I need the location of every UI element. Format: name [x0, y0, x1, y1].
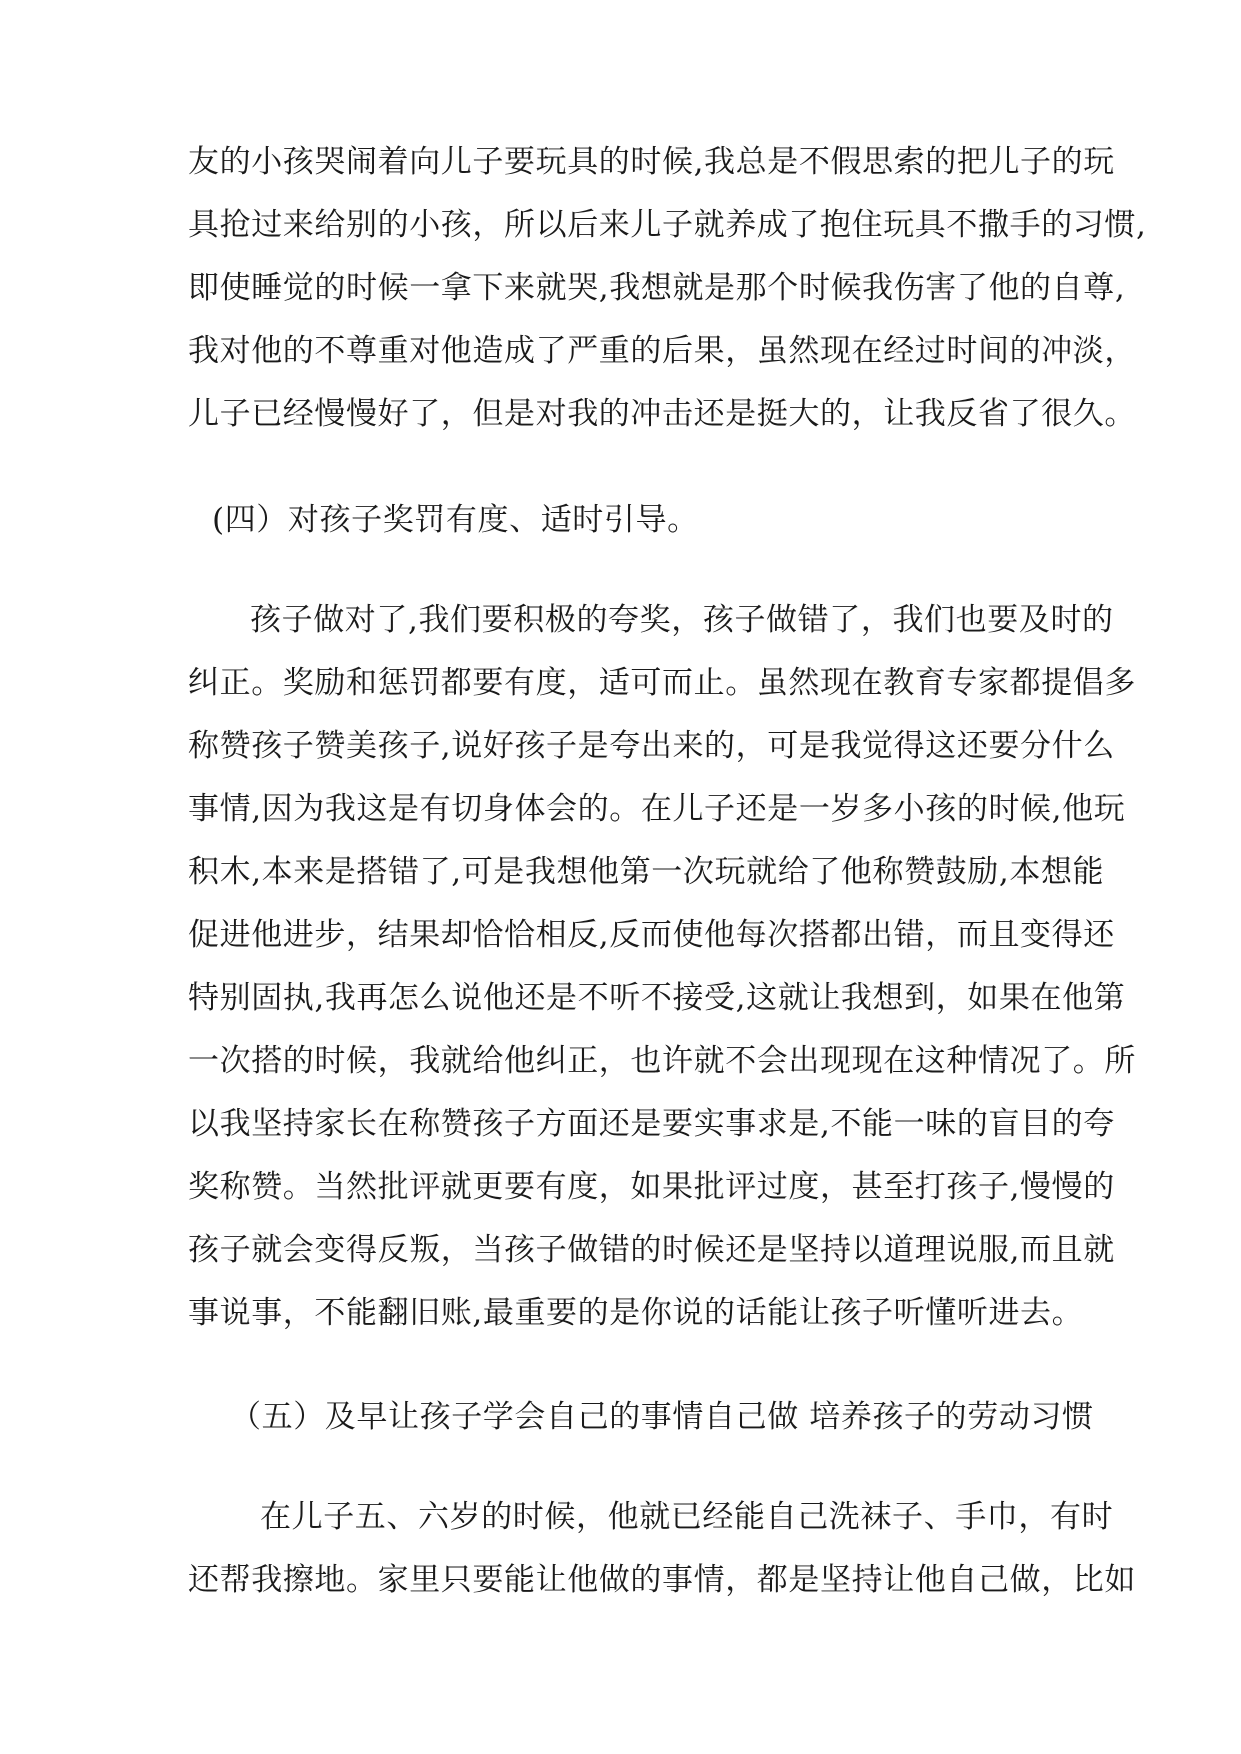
paragraph-line: 积木,本来是搭错了,可是我想他第一次玩就给了他称赞鼓励,本想能: [188, 854, 1105, 890]
paragraph-line: 孩子就会变得反叛，当孩子做错的时候还是坚持以道理说服,而且就: [188, 1232, 1115, 1268]
paragraph-line: 儿子已经慢慢好了，但是对我的冲击还是挺大的，让我反省了很久。: [188, 396, 1136, 432]
paragraph-line: 还帮我擦地。家里只要能让他做的事情，都是坚持让他自己做，比如: [188, 1562, 1136, 1598]
paragraph-line: 友的小孩哭闹着向儿子要玩具的时候,我总是不假思索的把儿子的玩: [188, 144, 1115, 180]
paragraph-line: 奖称赞。当然批评就更要有度，如果批评过度，甚至打孩子,慢慢的: [188, 1169, 1115, 1205]
paragraph-line: 以我坚持家长在称赞孩子方面还是要实事求是,不能一味的盲目的夸: [188, 1106, 1115, 1142]
paragraph-line: 一次搭的时候，我就给他纠正，也许就不会出现现在这种情况了。所: [188, 1043, 1136, 1079]
section-heading-4: (四）对孩子奖罚有度、适时引导。: [212, 502, 699, 538]
paragraph-line: 称赞孩子赞美孩子,说好孩子是夸出来的，可是我觉得这还要分什么: [188, 728, 1115, 764]
paragraph-line: 促进他进步，结果却恰恰相反,反而使他每次搭都出错，而且变得还: [188, 917, 1115, 953]
paragraph-line: 事情,因为我这是有切身体会的。在儿子还是一岁多小孩的时候,他玩: [188, 791, 1126, 827]
paragraph-line: 特别固执,我再怎么说他还是不听不接受,这就让我想到，如果在他第: [188, 980, 1126, 1016]
paragraph-line: 纠正。奖励和惩罚都要有度，适可而止。虽然现在教育专家都提倡多: [188, 665, 1136, 701]
paragraph-line: 孩子做对了,我们要积极的夸奖，孩子做错了，我们也要及时的: [250, 602, 1114, 638]
section-heading-5: （五）及早让孩子学会自己的事情自己做 培养孩子的劳动习惯: [230, 1399, 1094, 1435]
paragraph-line: 事说事，不能翻旧账,最重要的是你说的话能让孩子听懂听进去。: [188, 1295, 1084, 1331]
paragraph-line: 我对他的不尊重对他造成了严重的后果，虽然现在经过时间的冲淡，: [188, 333, 1136, 369]
paragraph-line: 在儿子五、六岁的时候，他就已经能自己洗袜子、手巾，有时: [260, 1499, 1114, 1535]
paragraph-line: 具抢过来给别的小孩，所以后来儿子就养成了抱住玩具不撒手的习惯,: [188, 207, 1147, 243]
paragraph-line: 即使睡觉的时候一拿下来就哭,我想就是那个时候我伤害了他的自尊,: [188, 270, 1126, 306]
